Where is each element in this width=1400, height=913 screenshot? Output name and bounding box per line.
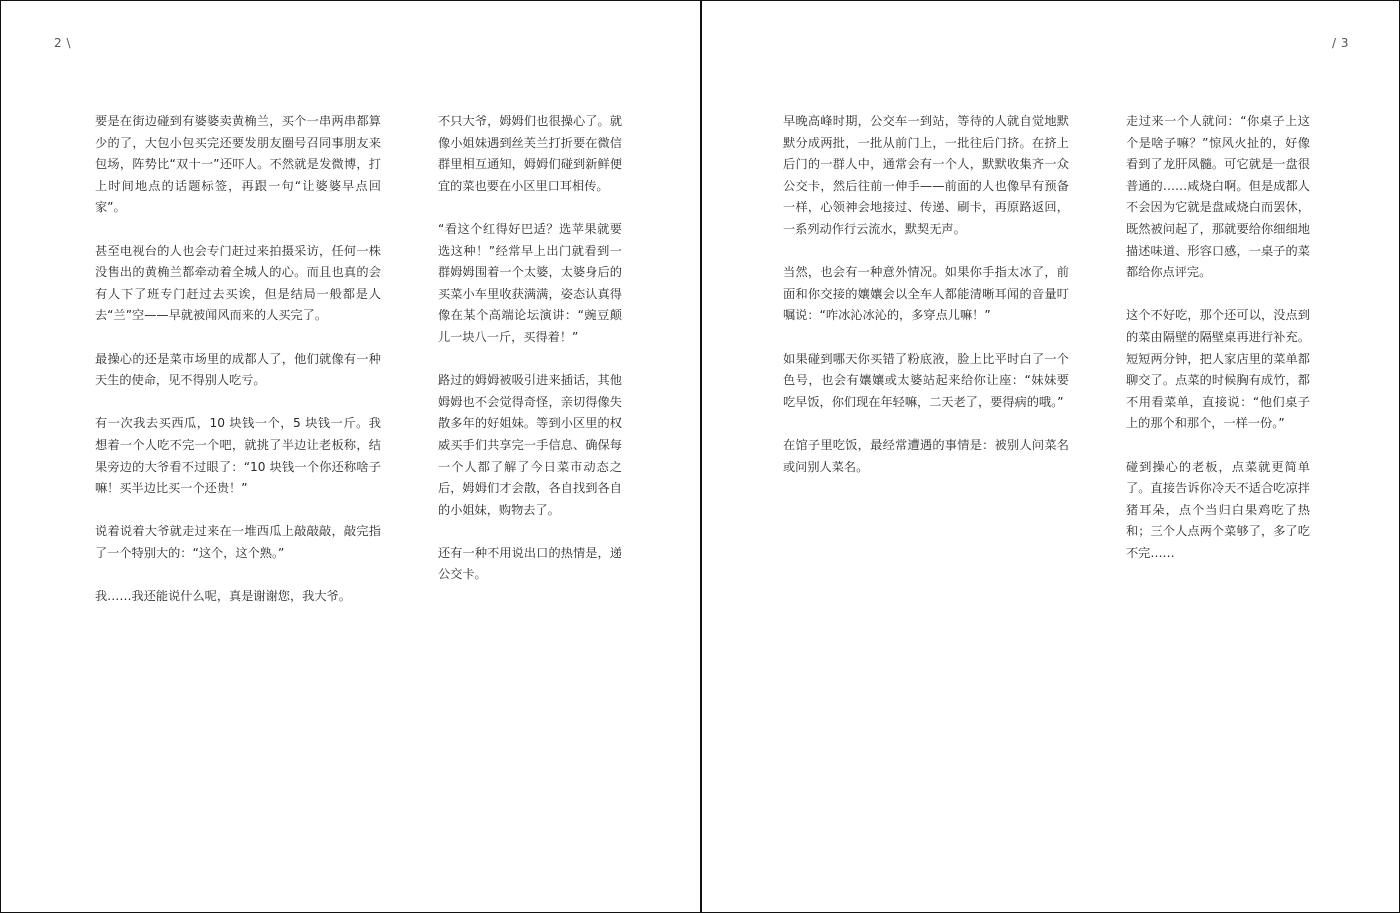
text-column	[95, 111, 381, 629]
page-number: / 3	[1332, 36, 1349, 50]
paragraph: 要是在街边碰到有婆婆卖黄桷兰，买个一串两串都算少的了，大包小包买完还要发朋友圈号召同事朋友来包场，阵势比“双十一”还吓人。不然就是发微博，打上时间地点的话题标签，再跟一句“让婆婆早点回家”。	[95, 114, 381, 215]
paragraph: 还有一种不用说出口的热情是，递公交卡。	[438, 545, 622, 582]
paragraph: 碰到操心的老板，点菜就更简单了。直接告诉你冷天不适合吃凉拌猪耳朵，点个当归白果鸡吃了热和；三个人点两个菜够了，多了吃不完……	[1126, 459, 1310, 560]
paragraph: 我……我还能说什么呢，真是谢谢您，我大爷。	[95, 589, 351, 604]
text-column	[1126, 111, 1310, 586]
right-page	[702, 1, 1400, 912]
paragraph: 如果碰到哪天你买错了粉底液，脸上比平时白了一个色号，也会有孃孃或太婆站起来给你让座：“妹妹要吃早饭，你们现在年轻嘛，二天老了，要得病的哦。”	[783, 351, 1069, 409]
paragraph: 当然，也会有一种意外情况。如果你手指太冰了，前面和你交接的孃孃会以全车人都能清晰耳闻的音量叮嘱说：“咋冰沁冰沁的，多穿点儿嘛！”	[783, 265, 1069, 323]
text-column	[783, 111, 1069, 500]
paragraph: “看这个红得好巴适？选苹果就要选这种！”经常早上出门就看到一群姆姆围着一个太婆，太婆身后的买菜小车里收获满满，姿态认真得像在某个高端论坛演讲：“豌豆颠儿一块八一斤，买得着！”	[438, 221, 622, 344]
paragraph: 早晚高峰时期，公交车一到站，等待的人就自觉地默默分成两批，一批从前门上，一批往后门挤。在挤上后门的一群人中，通常会有一个人，默默收集齐一众公交卡，然后往前一伸手——前面的人也像早有预备一样，心领神会地接过、传递、刷卡，再原路返回，一系列动作行云流水，默契无声。	[783, 114, 1069, 236]
paragraph: 不只大爷，姆姆们也很操心了。就像小姐妹遇到丝芙兰打折要在微信群里相互通知，姆姆们碰到新鲜便宜的菜也要在小区里口耳相传。	[438, 114, 622, 193]
paragraph: 走过来一个人就问：“你桌子上这个是啥子嘛？”惊风火扯的，好像看到了龙肝凤髓。可它就是一盘很普通的……咸烧白啊。但是成都人不会因为它就是盘咸烧白而罢休，既然被问起了，那就要给你细细地描述味道、形容口感，一桌子的菜都给你点评完。	[1126, 114, 1310, 280]
paragraph: 在馆子里吃饭，最经常遭遇的事情是：被别人问菜名或问别人菜名。	[783, 437, 1069, 474]
paragraph: 路过的姆姆被吸引进来插话，其他姆姆也不会觉得奇怪，亲切得像失散多年的好姐妹。等到小区里的权威买手们共享完一手信息、确保每一个人都了解了今日菜市动态之后，姆姆们才会散，各自找到各自的小姐妹，购物去了。	[438, 373, 622, 517]
paragraph: 最操心的还是菜市场里的成都人了，他们就像有一种天生的使命，见不得别人吃亏。	[95, 351, 381, 388]
paragraph: 甚至电视台的人也会专门赶过来拍摄采访，任何一株没售出的黄桷兰都牵动着全城人的心。而且也真的会有人下了班专门赶过去买诶，但是结局一般都是人去“兰”空——早就被闻风而来的人买完了。	[95, 243, 381, 323]
left-page	[1, 1, 700, 912]
page-number: 2 \	[54, 36, 71, 50]
paragraph: 这个不好吃，那个还可以，没点到的菜由隔壁的隔壁桌再进行补充。短短两分钟，把人家店里的菜单都聊交了。点菜的时候胸有成竹，都不用看菜单，直接说：“他们桌子上的那个和那个，一样一份。”	[1126, 308, 1310, 431]
text-column	[438, 111, 622, 608]
paragraph: 有一次我去买西瓜，10 块钱一个，5 块钱一斤。我想着一个人吃不完一个吧，就挑了半边让老板称，结果旁边的大爷看不过眼了：“10 块钱一个你还称啥子嘛！买半边比买一个还贵！”	[95, 416, 381, 496]
paragraph: 说着说着大爷就走过来在一堆西瓜上敲敲敲，敲完指了一个特别大的：“这个，这个熟。”	[95, 524, 381, 560]
